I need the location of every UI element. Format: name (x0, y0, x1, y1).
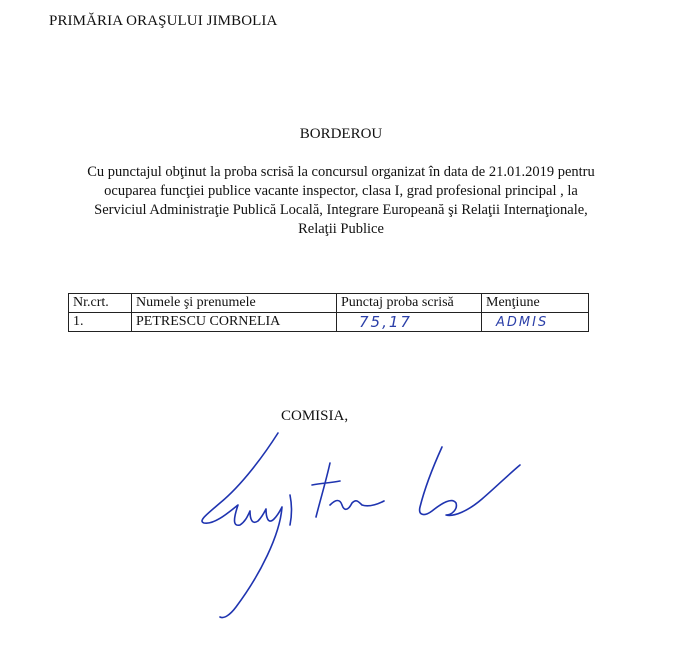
intro-line: Relaţii Publice (298, 221, 384, 237)
header-name: Numele şi prenumele (132, 294, 337, 313)
header-score: Punctaj proba scrisă (337, 294, 482, 313)
intro-line: Serviciul Administraţie Publică Locală, Integrare Europeană şi Relaţii Internaţionale, (94, 202, 588, 218)
signature-1 (202, 433, 282, 618)
document-title: BORDEROU (299, 126, 383, 142)
results-table (68, 293, 589, 332)
table-header-row (69, 294, 589, 313)
cell-mention: ADMIS (482, 313, 589, 332)
institution-name: PRIMĂRIA ORAŞULUI JIMBOLIA (49, 13, 278, 29)
signature-3 (420, 447, 520, 515)
cell-name: PETRESCU CORNELIA (132, 313, 337, 332)
commission-signatures (180, 425, 530, 625)
cell-score: 75,17 (337, 313, 482, 332)
intro-paragraph (40, 163, 642, 239)
cell-nr: 1. (69, 313, 132, 332)
table-row (69, 313, 589, 332)
intro-line: Cu punctajul obţinut la proba scrisă la concursul organizat în data de 21.01.2019 pentru (87, 164, 595, 180)
header-nr: Nr.crt. (69, 294, 132, 313)
intro-line: ocuparea funcţiei publice vacante inspector, clasa I, grad profesional principal , la (104, 183, 578, 199)
commission-label: COMISIA, (281, 408, 349, 424)
signature-2 (312, 463, 384, 517)
header-mention: Menţiune (482, 294, 589, 313)
